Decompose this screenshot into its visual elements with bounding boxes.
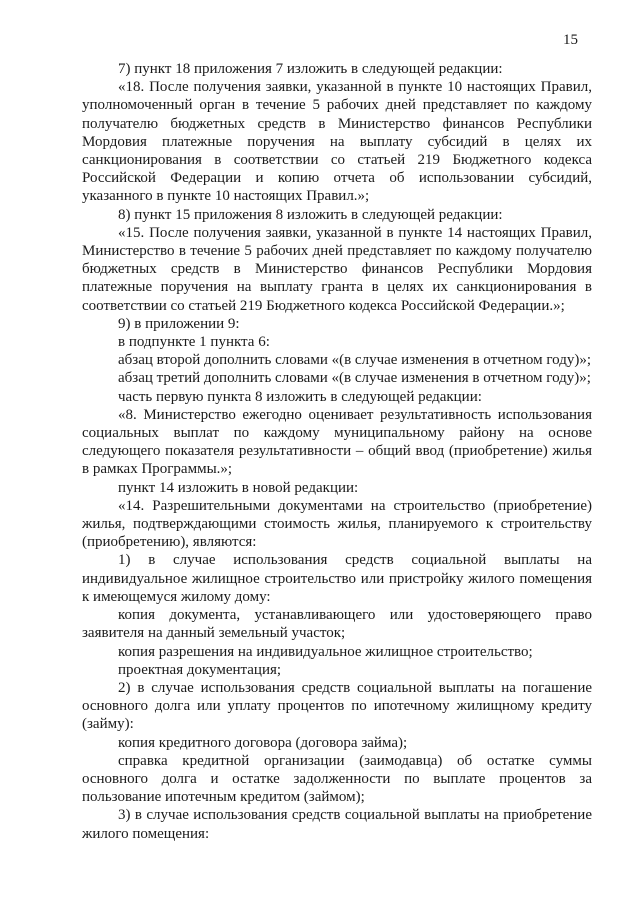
paragraph: копия документа, устанавливающего или удостоверяющего право заявителя на данный земельный участок; [82,607,592,642]
paragraph: пункт 14 изложить в новой редакции: [118,479,359,496]
paragraph: 7) пункт 18 приложения 7 изложить в следующей редакции: [118,61,503,77]
paragraph: абзац второй дополнить словами «(в случае изменения в отчетном году)»; [118,352,592,369]
paragraph: копия разрешения на индивидуальное жилищное строительство; [118,643,533,660]
paragraph: 8) пункт 15 приложения 8 изложить в следующей редакции: [118,206,503,223]
document-body [82,60,592,843]
paragraph: 1) в случае использования средств социальной выплаты на индивидуальное жилищное строительство или пристройку жилого помещения к имеющемуся жилому дому: [82,552,592,605]
paragraph: справка кредитной организации (заимодавца) об остатке суммы основного долга и остатке задолженности по выплате процентов за пользование ипотечным кредитом (займом); [82,752,592,806]
page-number: 15 [563,32,578,48]
paragraph: «14. Разрешительными документами на строительство (приобретение) жилья, подтверждающими стоимость жилья, планируемого к строительству (приобретению), являются: [82,497,592,551]
paragraph: «8. Министерство ежегодно оценивает результативность использования социальных выплат по каждому муниципальному району на основе следующего показателя результативности – общий ввод (приобретение) жилья в рамках Программы.»; [82,406,592,478]
paragraph: копия кредитного договора (договора займа); [118,734,408,751]
paragraph: «18. После получения заявки, указанной в пункте 10 настоящих Правил, уполномоченный орган в течение 5 рабочих дней представляет по каждому получателю бюджетных средств в Министерство финансов Республики Мордовия платежные поручения на выплату субсидий в целях их санкционирования в соответствии со статьей 219 Бюджетного кодекса Российской Федерации и копию отчета об использовании субсидий, указанного в пункте 10 настоящих Правил.»; [82,79,592,205]
paragraph: проектная документация; [118,661,282,678]
paragraph: в подпункте 1 пункта 6: [118,334,270,351]
paragraph: абзац третий дополнить словами «(в случае изменения в отчетном году)»; [118,370,591,387]
paragraph: часть первую пункта 8 изложить в следующей редакции: [118,388,482,405]
paragraph: 9) в приложении 9: [118,315,240,332]
paragraph: «15. После получения заявки, указанной в пункте 14 настоящих Правил, Министерство в течение 5 рабочих дней представляет по каждому получателю бюджетных средств в Министерство финансов Республики Мордовия платежные поручения на выплату гранта в целях их санкционирования в соответствии со статьей 219 Бюджетного кодекса Российской Федерации.»; [82,224,592,314]
paragraph: 2) в случае использования средств социальной выплаты на погашение основного долга или уплату процентов по ипотечному жилищному кредиту (займу): [82,679,592,733]
paragraph: 3) в случае использования средств социальной выплаты на приобретение жилого помещения: [82,807,592,842]
